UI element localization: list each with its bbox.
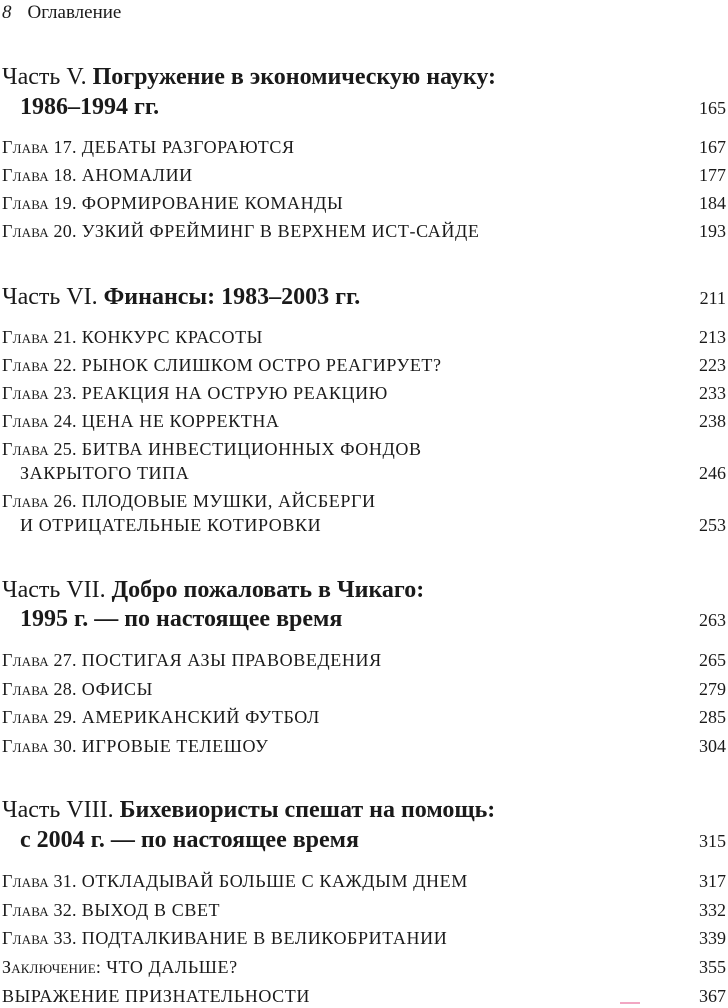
- chapter-label: Глава 23.: [2, 383, 77, 403]
- chapter-entry[interactable]: [2, 898, 220, 922]
- chapter-title: ЧТО ДАЛЬШЕ?: [106, 957, 238, 977]
- chapter-title: КОНКУРС КРАСОТЫ: [81, 327, 263, 347]
- acknowledgements-title: ВЫРАЖЕНИЕ ПРИЗНАТЕЛЬНОСТИ: [2, 986, 310, 1006]
- chapter-title: ОТКЛАДЫВАЙ БОЛЬШЕ С КАЖДЫМ ДНЕМ: [81, 871, 468, 891]
- chapter-label: Глава 21.: [2, 327, 77, 347]
- chapter-label: Глава 18.: [2, 165, 77, 185]
- chapter-label: Глава 19.: [2, 193, 77, 213]
- chapter-page: 177: [699, 165, 726, 185]
- chapter-label: Глава 32.: [2, 900, 77, 920]
- chapter-entry[interactable]: [2, 191, 343, 215]
- chapter-label: Заключение:: [2, 957, 102, 977]
- chapter-label: Глава 24.: [2, 411, 77, 431]
- chapter-page: 265: [699, 650, 726, 670]
- chapter-title: УЗКИЙ ФРЕЙМИНГ В ВЕРХНЕМ ИСТ-САЙДЕ: [81, 221, 480, 241]
- chapter-entry[interactable]: [2, 437, 422, 461]
- chapter-page: 285: [699, 707, 726, 727]
- part-title-cont: 1995 г. — по настоящее время: [20, 606, 343, 632]
- chapter-page: 184: [699, 193, 726, 213]
- chapter-title-cont: И ОТРИЦАТЕЛЬНЫЕ КОТИРОВКИ: [20, 515, 322, 535]
- chapter-page: 253: [699, 515, 726, 535]
- chapter-page: 279: [699, 679, 726, 699]
- part-heading[interactable]: [2, 282, 360, 312]
- chapter-title: ФОРМИРОВАНИЕ КОМАНДЫ: [81, 193, 344, 213]
- chapter-entry[interactable]: [2, 489, 376, 513]
- part-label: Часть V.: [2, 64, 87, 90]
- section-title: Оглавление: [27, 2, 122, 23]
- running-head: [2, 2, 121, 24]
- chapter-page: 332: [699, 900, 726, 920]
- chapter-title: ВЫХОД В СВЕТ: [81, 900, 221, 920]
- chapter-label: Глава 28.: [2, 679, 77, 699]
- chapter-title: РЕАКЦИЯ НА ОСТРУЮ РЕАКЦИЮ: [81, 383, 388, 403]
- part-page: 165: [699, 98, 726, 118]
- chapter-title: ОФИСЫ: [81, 679, 153, 699]
- part-title: Добро пожаловать в Чикаго:: [111, 577, 425, 603]
- chapter-label: Глава 27.: [2, 650, 77, 670]
- part-title: Финансы: 1983–2003 гг.: [103, 284, 361, 310]
- chapter-page: 167: [699, 137, 726, 157]
- chapter-entry[interactable]: [2, 135, 295, 159]
- chapter-page: 223: [699, 355, 726, 375]
- chapter-label: Глава 29.: [2, 707, 77, 727]
- part-page: 211: [699, 288, 726, 308]
- chapter-page: 355: [699, 957, 726, 977]
- chapter-title: ПОДТАЛКИВАНИЕ В ВЕЛИКОБРИТАНИИ: [81, 928, 448, 948]
- chapter-page: 246: [699, 463, 726, 483]
- chapter-title: АМЕРИКАНСКИЙ ФУТБОЛ: [81, 707, 320, 727]
- acknowledgements-page: 367: [699, 986, 726, 1006]
- chapter-page: 213: [699, 327, 726, 347]
- chapter-entry[interactable]: [2, 325, 263, 349]
- chapter-entry[interactable]: [2, 734, 268, 758]
- chapter-label: Глава 31.: [2, 871, 77, 891]
- chapter-label: Глава 22.: [2, 355, 77, 375]
- part-heading[interactable]: [2, 795, 495, 825]
- part-heading[interactable]: [2, 62, 496, 92]
- chapter-title-cont: ЗАКРЫТОГО ТИПА: [20, 463, 190, 483]
- chapter-title: АНОМАЛИИ: [81, 165, 193, 185]
- chapter-page: 238: [699, 411, 726, 431]
- page-number: 8: [2, 2, 12, 23]
- chapter-page: 339: [699, 928, 726, 948]
- acknowledgements-entry[interactable]: [2, 984, 310, 1008]
- chapter-entry[interactable]: [2, 705, 320, 729]
- part-page: 315: [699, 831, 726, 851]
- chapter-entry[interactable]: [2, 677, 153, 701]
- chapter-entry[interactable]: [2, 163, 193, 187]
- part-label: Часть VIII.: [2, 797, 114, 823]
- chapter-title: ПЛОДОВЫЕ МУШКИ, АЙСБЕРГИ: [81, 491, 376, 511]
- chapter-label: Глава 33.: [2, 928, 77, 948]
- part-heading[interactable]: [2, 575, 424, 605]
- chapter-label: Глава 20.: [2, 221, 77, 241]
- part-label: Часть VII.: [2, 577, 106, 603]
- part-title-cont: с 2004 г. — по настоящее время: [20, 827, 360, 853]
- chapter-entry[interactable]: [2, 955, 238, 979]
- chapter-entry[interactable]: [2, 648, 382, 672]
- part-page: 263: [699, 610, 726, 630]
- chapter-title: ИГРОВЫЕ ТЕЛЕШОУ: [81, 736, 269, 756]
- pink-highlight-mark: [620, 1002, 640, 1004]
- chapter-label: Глава 26.: [2, 491, 77, 511]
- chapter-title: РЫНОК СЛИШКОМ ОСТРО РЕАГИРУЕТ?: [81, 355, 442, 375]
- part-label: Часть VI.: [2, 284, 98, 310]
- chapter-entry[interactable]: [2, 381, 388, 405]
- chapter-entry[interactable]: [2, 869, 468, 893]
- chapter-page: 317: [699, 871, 726, 891]
- chapter-entry[interactable]: [2, 219, 479, 243]
- chapter-title: БИТВА ИНВЕСТИЦИОННЫХ ФОНДОВ: [81, 439, 422, 459]
- chapter-page: 193: [699, 221, 726, 241]
- chapter-title: ЦЕНА НЕ КОРРЕКТНА: [81, 411, 280, 431]
- chapter-title: ПОСТИГАЯ АЗЫ ПРАВОВЕДЕНИЯ: [81, 650, 382, 670]
- chapter-page: 304: [699, 736, 726, 756]
- chapter-label: Глава 17.: [2, 137, 77, 157]
- chapter-label: Глава 25.: [2, 439, 77, 459]
- chapter-title: ДЕБАТЫ РАЗГОРАЮТСЯ: [81, 137, 295, 157]
- chapter-entry[interactable]: [2, 409, 280, 433]
- part-title: Бихевиористы спешат на помощь:: [119, 797, 496, 823]
- chapter-page: 233: [699, 383, 726, 403]
- chapter-label: Глава 30.: [2, 736, 77, 756]
- chapter-entry[interactable]: [2, 353, 442, 377]
- chapter-entry[interactable]: [2, 926, 447, 950]
- part-title-cont: 1986–1994 гг.: [20, 94, 160, 120]
- part-title: Погружение в экономическую науку:: [92, 64, 497, 90]
